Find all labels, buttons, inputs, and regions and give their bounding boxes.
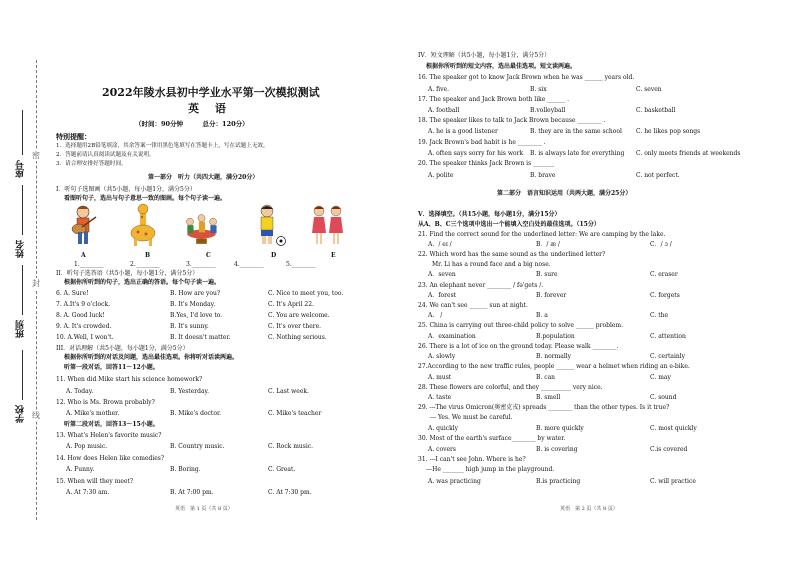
q16-option-b: B. six	[530, 86, 547, 93]
q15-option-a: A. At 7:30 am.	[66, 489, 110, 496]
picture-c-family-dinner	[182, 205, 221, 249]
q31-option-c: C. will practice	[650, 478, 696, 485]
q10-option-c: C. Nothing serious.	[268, 334, 327, 341]
answer-blank-1[interactable]: 1.________	[74, 261, 104, 268]
q15-option-b: B. At 7:00 pm.	[170, 489, 214, 496]
part2-heading: 第二部分 语言知识运用（共两大题，满分25分）	[497, 190, 632, 197]
q20-stem: 20. The speaker thinks Jack Brown is _______	[418, 160, 555, 167]
q19-option-a: A. often says sorry for his work	[428, 150, 524, 157]
binding-dashed-line	[36, 60, 37, 520]
q29-stem: 29. ---The virus Omicron(奥密克戎) spreads ________ than the other types. Is it true?	[418, 404, 670, 411]
part1-heading: 第一部分 听力（共四大题，满分20分）	[148, 174, 259, 181]
q11-option-b: B. Yesterday.	[170, 388, 210, 395]
q12-option-b: B. Mike's doctor.	[170, 410, 222, 417]
q27-option-c: C. may	[650, 374, 671, 381]
tips-header: 特别提醒：	[56, 132, 91, 141]
q17-option-b: B.volleyball	[530, 107, 566, 114]
q11-stem: 11. When did Mike start his science homework?	[56, 376, 203, 383]
q10-option-a: 10. A.Well, I won't.	[56, 334, 114, 341]
pic-letter-e: E	[331, 252, 336, 259]
q29-option-a: A. quickly	[428, 425, 459, 432]
q21-option-b: B．/ æ /	[536, 241, 560, 248]
q31-option-a: A. was practicing	[428, 478, 481, 485]
q6-option-a: 6. A. Sure!	[56, 290, 89, 297]
seal-char-feng: 封	[32, 279, 40, 288]
q24-option-c: C. the	[650, 312, 669, 319]
seal-char-xian: 线	[32, 411, 40, 420]
q12-option-c: C. Mike's teacher	[268, 410, 322, 417]
q22-option-a: A．seven	[428, 271, 456, 278]
q23-stem: 23. An elephant never ________ / fəˈɡets /.	[418, 282, 544, 289]
page1-footer: 英语 第 1 页（共 8 页）	[175, 506, 233, 512]
class-label: 班别	[16, 320, 26, 338]
q14-option-a: A. Funny.	[66, 466, 95, 473]
q20-option-a: A. polite	[428, 172, 454, 179]
q25-option-b: B.population	[536, 333, 575, 340]
q25-option-a: A．examination	[428, 333, 476, 340]
q11-option-c: C. Last week.	[268, 388, 309, 395]
pic-letter-a: A	[81, 252, 86, 259]
q30-option-c: C.is covered	[650, 446, 688, 453]
q13-stem: 13. What's Helen's favorite music?	[56, 432, 162, 439]
q9-option-c: C. It's over there.	[268, 323, 322, 330]
q30-option-b: B. is covering	[536, 446, 578, 453]
q14-option-c: C. Great.	[268, 466, 296, 473]
seat-number-line	[22, 110, 23, 155]
q21-option-c: C．/ ɔ /	[650, 241, 672, 248]
q22-stem: 22. Which word has the same sound as the underlined letter?	[418, 251, 606, 258]
pic-letter-c: C	[206, 252, 211, 259]
picture-a-boy-guitar	[64, 203, 103, 247]
q17-option-c: C. basketball	[636, 107, 676, 114]
q7-option-b: B. It's Monday.	[170, 301, 216, 308]
sec1-instruction: 看图听句子，选出与句子意思一致的图画。每个句子读一遍。	[64, 195, 227, 202]
q26-option-c: C. certainly	[650, 353, 686, 360]
q30-stem: 30. Most of the earth's surface________ by water.	[418, 435, 566, 442]
q13-option-c: C. Rock music.	[268, 443, 314, 450]
q16-option-a: A. five.	[428, 86, 449, 93]
sec4-heading: IV．短文理解（共5小题，每小题1分，满分5分）	[418, 52, 551, 59]
q18-option-c: C. he likes pop songs	[636, 128, 701, 135]
q8-option-c: C. You are welcome.	[268, 312, 330, 319]
q9-option-b: B. It's sunny.	[170, 323, 209, 330]
q13-option-b: B. Country music.	[170, 443, 225, 450]
q29-option-b: B. more quickly	[536, 425, 584, 432]
q10-option-b: B. It doesn't matter.	[170, 334, 231, 341]
picture-e-girls-talking	[308, 203, 347, 247]
q28-option-b: B. smell	[536, 394, 561, 401]
q25-stem: 25. China is carrying out three-child policy to solve ______ problem.	[418, 322, 624, 329]
picture-b-giraffe	[124, 203, 163, 247]
q26-option-a: A. slowly	[428, 353, 456, 360]
seat-number-label: 座号	[16, 160, 26, 178]
page2-footer: 英语 第 2 页（共 8 页）	[560, 506, 618, 512]
sec1-heading: I．听句子选图画（共5小题，每小题1分，满分5分）	[56, 186, 196, 193]
tip-2: 2．答题前请认真阅读试题及有关说明。	[56, 152, 155, 158]
q20-option-b: B. brave	[530, 172, 556, 179]
subject-title: 英 语	[188, 102, 232, 115]
q14-stem: 14. How does Helen like comedies?	[56, 455, 165, 462]
school-line	[22, 350, 23, 400]
q22-sentence: Mr. Li has a round face and a big nose.	[432, 261, 551, 268]
tip-3: 3．请合理安排好答题时间。	[56, 161, 127, 167]
q6-option-c: C. Nice to meet you, too.	[268, 290, 344, 297]
q13-option-a: A. Pop music.	[66, 443, 108, 450]
q17-stem: 17. The speaker and Jack Brown both like ______ .	[418, 96, 570, 103]
q23-option-b: B. forever	[536, 292, 567, 299]
sec2-instruction: 根据你所听到的句子，选出正确的答语。每个句子读一遍。	[64, 279, 221, 286]
sec3-dialogue1-note: 听第一段对话，回答11～12小题。	[64, 364, 159, 371]
exam-timing: （时间：90分钟 总分：120分）	[135, 120, 249, 128]
q24-option-a: A. /	[428, 312, 443, 319]
pic-letter-d: D	[271, 252, 277, 259]
q28-option-c: C. sound	[650, 394, 677, 401]
name-line	[22, 185, 23, 235]
q15-stem: 15. When will they meet?	[56, 478, 134, 485]
q24-stem: 24. We can't see ______ sun at night.	[418, 302, 528, 309]
q8-option-b: B.Yes, I'd love to.	[170, 312, 223, 319]
q24-option-b: B. a	[536, 312, 548, 319]
sec5-instruction: 从A、B、C三个选项中选出一个能填入空白处的最佳选项。（15分）	[418, 221, 600, 228]
q27-option-b: B. can	[536, 374, 556, 381]
q21-stem: 21. Find the correct sound for the underlined letter: We are camping by the lake.	[418, 231, 666, 238]
sec2-heading: II．听句子选答语（共5小题，每小题1分，满分5分）	[56, 270, 199, 277]
tip-1: 1．选择题用2B铅笔填涂，其余答案一律用黑色笔填写在答题卡上，写在试题上无效。	[56, 143, 269, 149]
answer-blank-5[interactable]: 5.________	[286, 261, 316, 268]
q23-option-a: A．forest	[428, 292, 457, 299]
q19-stem: 19. Jack Brown's bad habit is he ________ .	[418, 139, 546, 146]
picture-d-boy-football	[250, 203, 289, 247]
q6-option-b: B. How are you?	[170, 290, 221, 297]
q15-option-c: C. At 7:30 pm.	[268, 489, 312, 496]
q23-option-c: C. forgets	[650, 292, 680, 299]
school-label: 学校	[16, 405, 26, 423]
q25-option-c: C. attention	[650, 333, 686, 340]
q26-stem: 26. There is a lot of ice on the ground today. Please walk ________.	[418, 343, 619, 350]
q31-option-b: B.is practicing	[536, 478, 581, 485]
q19-option-c: C. only meets friends at weekends	[636, 150, 741, 157]
name-label: 姓名	[16, 240, 26, 258]
q12-stem: 12. Who is Ms. Brown probably?	[56, 399, 155, 406]
q18-option-a: A. he is a good listener	[428, 128, 498, 135]
q29-option-c: C. most quickly	[650, 425, 697, 432]
sec5-heading: V．选择填空。（共15小题，每小题1分，满分15分）	[418, 211, 561, 218]
q18-option-b: B. they are in the same school	[530, 128, 622, 135]
q28-stem: 28. These flowers are colorful, and they __________ very nice.	[418, 384, 603, 391]
q19-option-b: B. is always late for everything	[530, 150, 625, 157]
q30-option-a: A. covers	[428, 446, 457, 453]
q31-reply: ---He _______ high jump in the playground.	[426, 466, 555, 473]
q7-option-c: C. It's April 22.	[268, 301, 314, 308]
q14-option-b: B. Boring.	[170, 466, 201, 473]
q31-stem: 31. ---I can't see John. Where is he?	[418, 456, 526, 463]
q11-option-a: A. Today.	[66, 388, 94, 395]
exam-title: 2022年陵水县初中学业水平第一次模拟测试	[102, 86, 320, 99]
sec3-dialogue2-note: 听第二段对话，回答13～15小题。	[64, 421, 159, 428]
q12-option-a: A. Mike's mother.	[66, 410, 120, 417]
q26-option-b: B. normally	[536, 353, 572, 360]
q28-option-a: A. taste	[428, 394, 452, 401]
q27-option-a: A. must	[428, 374, 452, 381]
answer-blank-3[interactable]: 3.________	[186, 261, 216, 268]
q7-option-a: 7. A.It's 9 o'clock.	[56, 301, 111, 308]
q29-reply: --- Yes. We must be careful.	[430, 414, 513, 421]
answer-blank-4[interactable]: 4.________	[234, 261, 264, 268]
sec4-instruction: 根据你所听到的短文内容，选出最佳选项。短文读两遍。	[426, 63, 577, 70]
sec3-heading: III．对话理解（共5小题，每小题1分，满分5分）	[56, 345, 189, 352]
q9-option-a: 9. A. It's crowded.	[56, 323, 112, 330]
pic-letter-b: B	[145, 252, 151, 259]
q8-option-a: 8. A. Good luck!	[56, 312, 105, 319]
q22-option-b: B. sure	[536, 271, 558, 278]
class-line	[22, 265, 23, 315]
sec3-instruction: 根据你所听到的对话及问题，选出最佳选项。你将听对话读两遍。	[64, 354, 239, 361]
q21-option-a: A．/ eɪ /	[428, 241, 452, 248]
q27-stem: 27.According to the new traffic rules, people ______ wear a helmet when riding an e-bike.	[418, 363, 690, 370]
seal-char-mi: 密	[32, 151, 40, 160]
q16-option-c: C. seven	[636, 86, 662, 93]
q22-option-c: C. eraser	[650, 271, 678, 278]
answer-blank-2[interactable]: 2.________	[130, 261, 160, 268]
q18-stem: 18. The speaker likes to talk to Jack Brown because ________ .	[418, 117, 606, 124]
q17-option-a: A. football	[428, 107, 460, 114]
q16-stem: 16. The speaker got to know Jack Brown when he was ______ years old.	[418, 74, 635, 81]
q20-option-c: C. not perfect.	[636, 172, 680, 179]
